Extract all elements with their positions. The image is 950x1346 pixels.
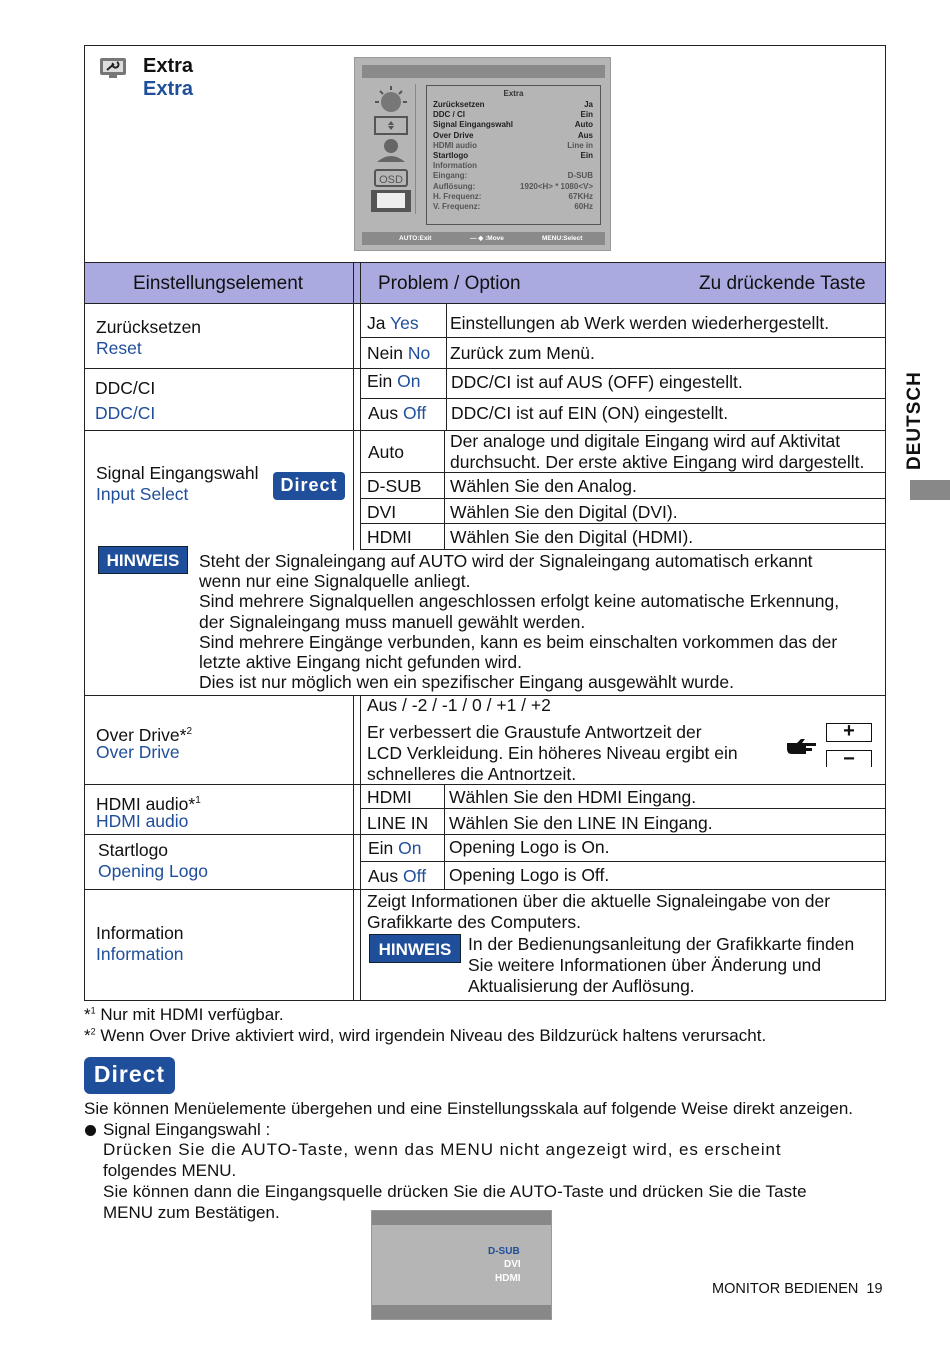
startlogo-label-de: Startlogo [98, 840, 169, 860]
footnote-2: *$^2$ Wenn Over Drive aktiviert wird, wird irgendein Niveau des Bildzurück haltens verursacht. [84, 1026, 767, 1045]
osd-row-value: Ein [580, 110, 593, 120]
information-label-de: Information [96, 923, 184, 943]
hdmiaudio-opt-hdmi-desc: Wählen Sie den HDMI Eingang. [449, 787, 697, 807]
osd-row-label: HDMI audio [433, 140, 477, 150]
signal-opt-dsub-desc: Wählen Sie den Analog. [450, 476, 637, 496]
reset-opt-yes-desc: Einstellungen ab Werk werden wiederhergestellt. [450, 313, 830, 333]
osd-row-value: Ein [580, 150, 593, 160]
osd-row-value: Line in [567, 140, 593, 150]
note-line: letzte aktive Eingang nicht gefunden wird. [199, 652, 522, 673]
overdrive-label-en: Over Drive [96, 742, 180, 762]
information-desc1: Zeigt Informationen über die aktuelle Signaleingabe von der [367, 891, 831, 911]
osd-menu-rows [433, 100, 593, 212]
signal-label-en: Input Select [96, 484, 189, 504]
osd-row-label: H. Frequenz: [433, 191, 482, 201]
startlogo-opt-off-desc: Opening Logo is Off. [449, 865, 610, 885]
information-note-text [468, 934, 854, 997]
header-col-setting: Einstellungselement [133, 273, 304, 294]
reset-opt-no: Nein No [367, 343, 431, 363]
osd-row-label: Signal Eingangswahl [433, 120, 514, 130]
hdmiaudio-opt-linein-desc: Wählen Sie den LINE IN Eingang. [449, 813, 713, 833]
direct-osd-item-dsub: D-SUB [488, 1246, 520, 1257]
page-footer [712, 1281, 883, 1297]
startlogo-opt-on-desc: Opening Logo is On. [449, 837, 610, 857]
osd-footer-exit: :Exit [417, 235, 432, 242]
osd-footer: AUTO:Exit — ◆ :Move MENU:Select [362, 232, 605, 245]
startlogo-opt-off: Aus Off [368, 866, 427, 886]
osd-row-label: Information [433, 161, 477, 171]
page-number: 19 [866, 1281, 883, 1297]
note-line: Sind mehrere Eingänge verbunden, kann es beim einschalten vorkommen das der [199, 631, 838, 652]
ddc-label-de: DDC/CI [95, 378, 156, 398]
wrench-monitor-icon [98, 56, 130, 82]
overdrive-levels: Aus / -2 / -1 / 0 / +1 / +2 [367, 695, 551, 715]
pointing-hand-icon [785, 737, 819, 757]
signal-opt-auto-desc1: Der analoge und digitale Eingang wird auf Aktivitat [450, 431, 841, 451]
note-line: Dies ist nur möglich wen ein spezifischer Eingang ausgewählt wurde. [199, 672, 734, 693]
signal-opt-auto: Auto [368, 442, 404, 462]
header-col-key: Zu drückende Taste [699, 273, 866, 294]
osd-row-label: V. Frequenz: [433, 201, 481, 211]
minus-button[interactable]: − [826, 750, 872, 767]
osd-row-label: Auflösung: [433, 181, 476, 191]
direct-osd-item-dvi: DVI [504, 1259, 521, 1270]
signal-opt-auto-desc2: durchsucht. Der erste aktive Eingang wird dargestellt. [450, 452, 865, 472]
osd-row-value: 60Hz [574, 201, 593, 211]
signal-opt-dvi: DVI [367, 502, 397, 522]
osd-row-value: 1920<H> * 1080<V> [520, 181, 593, 191]
osd-menu-title: Extra [503, 89, 524, 98]
osd-row [433, 110, 593, 120]
section-title-de: Extra [143, 55, 194, 77]
reset-opt-no-desc: Zurück zum Menü. [450, 343, 595, 363]
osd-row-value: Aus [577, 130, 593, 140]
signal-direct-badge: Direct [273, 472, 345, 500]
overdrive-desc [367, 722, 738, 785]
section-title-en: Extra [143, 78, 194, 100]
desc-line: LCD Verkleidung. Ein höheres Niveau ergibt ein [367, 743, 738, 763]
osd-footer-auto: AUTO [399, 235, 418, 242]
signal-opt-hdmi-desc: Wählen Sie den Digital (HDMI). [450, 527, 694, 547]
signal-note-text [199, 551, 839, 692]
hdmiaudio-label-en: HDMI audio [96, 811, 189, 831]
osd-row-label: Over Drive [433, 130, 474, 140]
osd-row [433, 171, 593, 181]
header-col-option: Problem / Option [378, 273, 521, 294]
language-side-tab: DEUTSCH [904, 371, 925, 470]
hdmiaudio-opt-linein: LINE IN [367, 813, 429, 833]
direct-osd-item-hdmi: HDMI [495, 1273, 521, 1284]
direct-osd-screenshot [371, 1210, 552, 1320]
osd-row-label: Startlogo [433, 150, 469, 160]
osd-row [433, 120, 593, 130]
direct-section-badge: Direct [84, 1057, 175, 1094]
ddc-opt-on-desc: DDC/CI ist auf AUS (OFF) eingestellt. [451, 372, 743, 392]
startlogo-opt-on: Ein On [368, 838, 422, 858]
hdmiaudio-label-de: HDMI audio*$^1$ [96, 793, 201, 814]
osd-row [433, 191, 593, 202]
svg-text:OSD: OSD [379, 174, 403, 186]
osd-row [433, 140, 593, 151]
overdrive-label-de: Over Drive*$^2$ [96, 724, 192, 745]
note-line: In der Bedienungsanleitung der Grafikkarte finden [468, 934, 855, 954]
osd-row-value: Auto [574, 120, 593, 130]
osd-row [433, 181, 593, 192]
osd-row-value: Ja [584, 100, 593, 109]
information-desc2: Grafikkarte des Computers. [367, 912, 581, 932]
ddc-opt-off-desc: DDC/CI ist auf EIN (ON) eingestellt. [451, 403, 729, 423]
information-label-en: Information [96, 944, 184, 964]
ddc-label-en: DDC/CI [95, 403, 156, 423]
reset-label-de: Zurücksetzen [96, 317, 202, 337]
signal-opt-hdmi: HDMI [367, 527, 412, 547]
direct-line3: Sie können dann die Eingangsquelle drücken Sie die AUTO-Taste und drücken Sie die Taste [103, 1182, 807, 1201]
note-line: Sie weitere Informationen über Änderung und [468, 955, 822, 975]
signal-opt-dsub: D-SUB [367, 476, 422, 496]
osd-footer-select: :Select [561, 235, 583, 242]
note-line: Steht der Signaleingang auf AUTO wird der Signaleingang automatisch erkannt [199, 551, 813, 571]
hdmiaudio-opt-hdmi: HDMI [367, 787, 412, 807]
osd-menu-panel [426, 85, 601, 225]
osd-footer-menu: MENU [542, 235, 562, 242]
ddc-opt-on: Ein On [367, 371, 421, 391]
signal-note-badge: HINWEIS [98, 546, 188, 574]
osd-row [433, 130, 593, 141]
signal-label-de: Signal Eingangswahl [96, 463, 259, 483]
osd-row-label: Zurücksetzen [433, 100, 485, 109]
osd-row-label: DDC / CI [433, 110, 465, 120]
osd-row-value: 67KHz [568, 191, 593, 201]
ddc-opt-off: Aus Off [368, 403, 427, 423]
reset-label-en: Reset [96, 338, 142, 358]
direct-intro: Sie können Menüelemente übergehen und eine Einstellungsskala auf folgende Weise direkt anzeigen. [84, 1099, 853, 1118]
osd-row [433, 100, 593, 110]
osd-footer-move: :Move [485, 235, 504, 242]
footnote-1: *$^1$ Nur mit HDMI verfügbar. [84, 1005, 284, 1024]
osd-row [433, 150, 593, 161]
note-line: der Signaleingang muss manuell gewählt werden. [199, 611, 586, 632]
direct-line2: folgendes MENU. [103, 1161, 237, 1180]
information-note-badge: HINWEIS [369, 934, 461, 963]
side-tab-bar [910, 480, 950, 500]
osd-row-label: Eingang: [433, 171, 468, 181]
osd-screenshot [354, 57, 611, 251]
osd-icon-column [365, 84, 417, 214]
startlogo-label-en: Opening Logo [98, 861, 208, 881]
signal-opt-dvi-desc: Wählen Sie den Digital (DVI). [450, 502, 678, 522]
osd-row [433, 161, 573, 171]
desc-line: schnelleres die Antnortzeit. [367, 764, 577, 784]
osd-row [433, 201, 593, 212]
direct-line4: MENU zum Bestätigen. [103, 1203, 280, 1222]
footer-section: MONITOR BEDIENEN [712, 1281, 859, 1297]
osd-row-value: D-SUB [567, 171, 593, 181]
desc-line: Er verbessert die Graustufe Antwortzeit der [367, 722, 702, 742]
direct-bullet: Signal Eingangswahl : [103, 1120, 271, 1139]
note-line: Sind mehrere Signalquellen angeschlossen erfolgt keine automatische Erkennung, [199, 591, 840, 612]
note-line: wenn nur eine Signalquelle anliegt. [199, 571, 471, 592]
plus-button[interactable]: + [826, 723, 872, 742]
reset-opt-yes: Ja Yes [367, 313, 419, 333]
bullet-dot [85, 1125, 96, 1136]
direct-line1: Drücken Sie die AUTO-Taste, wenn das MENU nicht angezeigt wird, es erscheint [103, 1140, 782, 1159]
note-line: Aktualisierung der Auflösung. [468, 976, 695, 996]
